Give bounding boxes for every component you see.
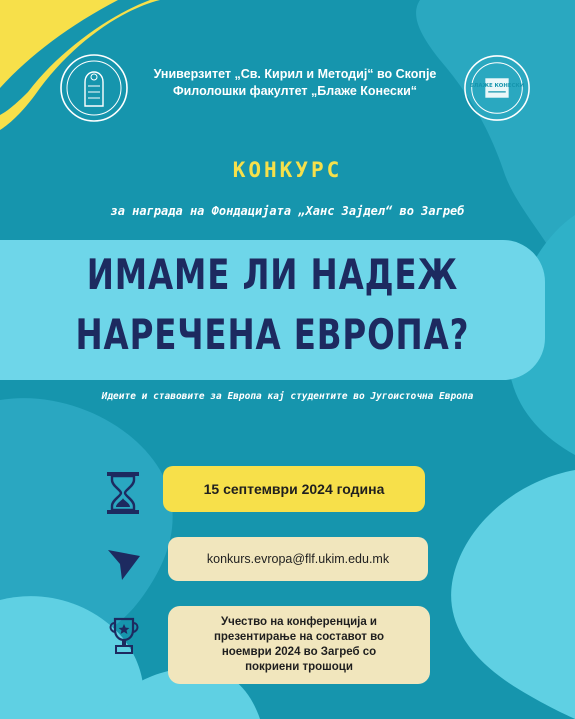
deadline-pill [163,466,425,512]
trophy-icon [106,616,142,656]
tagline: Идеите и ставовите за Европа кај студентите во Југоисточна Европа [101,391,474,402]
faculty-seal-text: БЛАЖЕ КОНЕСКИ [469,83,525,90]
award-text: Учество на конференција и презентирање на составот во ноември 2024 во Загреб со покриени трошоци [213,616,385,673]
university-line: Универзитет „Св. Кирил и Методиј“ во Скопје [153,67,437,81]
contest-kicker: КОНКУРС [232,158,343,182]
university-header [120,66,470,100]
headline-line-2: НАРЕЧЕНА ЕВРОПА? [75,310,470,359]
hourglass-icon [104,471,142,515]
faculty-line: Филолошки факултет „Блаже Конески“ [172,84,418,98]
email-pill[interactable] [168,537,428,581]
email-link[interactable]: konkurs.evropa@flf.ukim.edu.mk [206,552,390,566]
contest-subtitle: за награда на Фондацијата „Ханс Зајдел“ во Загреб [110,204,465,218]
deadline-text: 15 септември 2024 година [203,481,385,497]
award-pill [168,606,430,684]
headline-line-1: ИМАМЕ ЛИ НАДЕЖ [86,250,459,299]
send-arrow-icon [106,546,142,582]
faculty-seal-icon [462,53,532,123]
